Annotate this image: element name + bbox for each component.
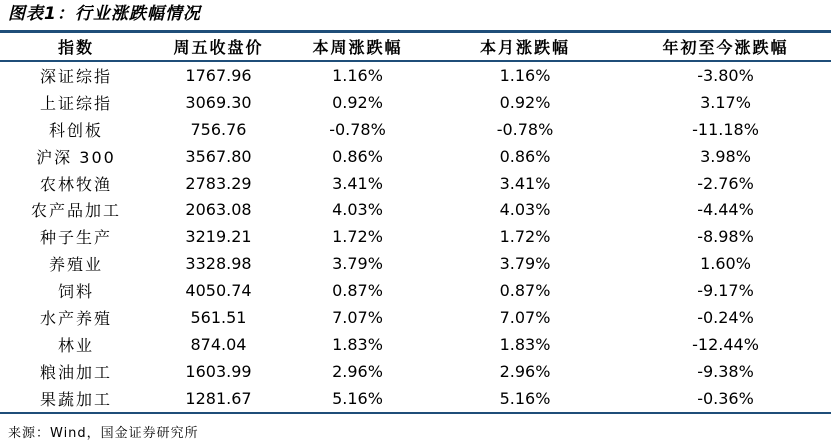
value-cell: 0.92% bbox=[499, 92, 551, 112]
value-cell: 3567.80 bbox=[185, 146, 252, 166]
value-cell: -4.44% bbox=[697, 200, 754, 220]
value-cell: 1281.67 bbox=[185, 388, 252, 408]
index-name-cell: 种子生产 bbox=[39, 228, 112, 248]
value-cell: 3.98% bbox=[700, 146, 751, 166]
source-note: 来源：Wind，国金证券研究所 bbox=[8, 425, 199, 441]
value-cell: 3.79% bbox=[499, 254, 551, 274]
value-cell: -0.78% bbox=[329, 119, 386, 139]
index-name-cell: 深证综指 bbox=[39, 66, 112, 86]
value-cell: 0.86% bbox=[499, 146, 551, 166]
table-row bbox=[0, 277, 831, 304]
index-name-cell: 林业 bbox=[57, 335, 94, 355]
value-cell: -0.78% bbox=[496, 119, 554, 139]
index-name-cell: 水产养殖 bbox=[39, 308, 112, 328]
value-cell: 0.92% bbox=[332, 92, 383, 112]
value-cell: 1.72% bbox=[499, 227, 551, 247]
value-cell: 2063.08 bbox=[185, 200, 252, 220]
table-row bbox=[0, 385, 831, 413]
value-cell: 5.16% bbox=[332, 388, 383, 408]
table-row bbox=[0, 250, 831, 277]
value-cell: 3.41% bbox=[499, 173, 551, 193]
column-header-month-change: 本月涨跌幅 bbox=[430, 32, 620, 62]
value-cell: 4050.74 bbox=[185, 281, 252, 301]
column-header-index: 指数 bbox=[0, 32, 152, 62]
index-name-cell: 沪深 300 bbox=[36, 147, 116, 167]
value-cell: -0.36% bbox=[697, 388, 754, 408]
industry-change-table bbox=[0, 30, 831, 414]
table-body bbox=[0, 61, 831, 413]
index-name-cell: 科创板 bbox=[48, 120, 103, 140]
value-cell: 3328.98 bbox=[185, 254, 252, 274]
table-header bbox=[0, 32, 831, 62]
value-cell: 3.17% bbox=[700, 92, 751, 112]
value-cell: -3.80% bbox=[697, 65, 754, 85]
value-cell: 2783.29 bbox=[185, 173, 252, 193]
value-cell: 1.83% bbox=[499, 334, 551, 354]
value-cell: -0.24% bbox=[697, 307, 754, 327]
index-name-cell: 粮油加工 bbox=[39, 362, 112, 382]
table-row bbox=[0, 61, 831, 89]
index-name-cell: 上证综指 bbox=[39, 93, 112, 113]
value-cell: 1.83% bbox=[332, 334, 383, 354]
table-row bbox=[0, 143, 831, 170]
value-cell: -9.17% bbox=[697, 281, 754, 301]
value-cell: 0.87% bbox=[332, 281, 383, 301]
column-header-ytd-change: 年初至今涨跌幅 bbox=[620, 32, 831, 62]
table-row bbox=[0, 170, 831, 197]
index-name-cell: 饲料 bbox=[57, 282, 94, 302]
figure-title: 图表1：行业涨跌幅情况 bbox=[8, 4, 201, 24]
index-name-cell: 养殖业 bbox=[48, 255, 103, 275]
value-cell: 4.03% bbox=[499, 200, 551, 220]
value-cell: 1.60% bbox=[700, 254, 751, 274]
value-cell: 7.07% bbox=[499, 307, 551, 327]
value-cell: 3.79% bbox=[332, 254, 383, 274]
value-cell: 756.76 bbox=[190, 119, 247, 139]
value-cell: 1603.99 bbox=[185, 361, 252, 381]
value-cell: -8.98% bbox=[697, 227, 754, 247]
table-row bbox=[0, 89, 831, 116]
value-cell: 0.87% bbox=[499, 281, 551, 301]
value-cell: 1.16% bbox=[499, 65, 551, 85]
value-cell: -12.44% bbox=[692, 334, 759, 354]
table-row bbox=[0, 223, 831, 250]
value-cell: 874.04 bbox=[190, 334, 247, 354]
index-name-cell: 农产品加工 bbox=[30, 201, 121, 221]
value-cell: 7.07% bbox=[332, 307, 383, 327]
value-cell: 0.86% bbox=[332, 146, 383, 166]
table-row bbox=[0, 331, 831, 358]
table-row bbox=[0, 304, 831, 331]
value-cell: 3069.30 bbox=[185, 92, 252, 112]
column-header-friday-close: 周五收盘价 bbox=[152, 32, 285, 62]
value-cell: 3219.21 bbox=[185, 227, 252, 247]
value-cell: -9.38% bbox=[697, 361, 754, 381]
value-cell: 561.51 bbox=[190, 307, 247, 327]
table-row bbox=[0, 196, 831, 223]
value-cell: 1767.96 bbox=[185, 65, 252, 85]
index-name-cell: 果蔬加工 bbox=[39, 389, 112, 409]
value-cell: 4.03% bbox=[332, 200, 383, 220]
value-cell: 3.41% bbox=[332, 173, 383, 193]
table-row bbox=[0, 116, 831, 143]
value-cell: -2.76% bbox=[697, 173, 754, 193]
value-cell: 1.16% bbox=[332, 65, 383, 85]
value-cell: -11.18% bbox=[692, 119, 759, 139]
column-header-week-change: 本周涨跌幅 bbox=[285, 32, 430, 62]
value-cell: 5.16% bbox=[499, 388, 551, 408]
table-row bbox=[0, 358, 831, 385]
table-header-row bbox=[0, 32, 831, 62]
value-cell: 1.72% bbox=[332, 227, 383, 247]
index-name-cell: 农林牧渔 bbox=[39, 174, 112, 194]
value-cell: 2.96% bbox=[332, 361, 383, 381]
value-cell: 2.96% bbox=[499, 361, 551, 381]
